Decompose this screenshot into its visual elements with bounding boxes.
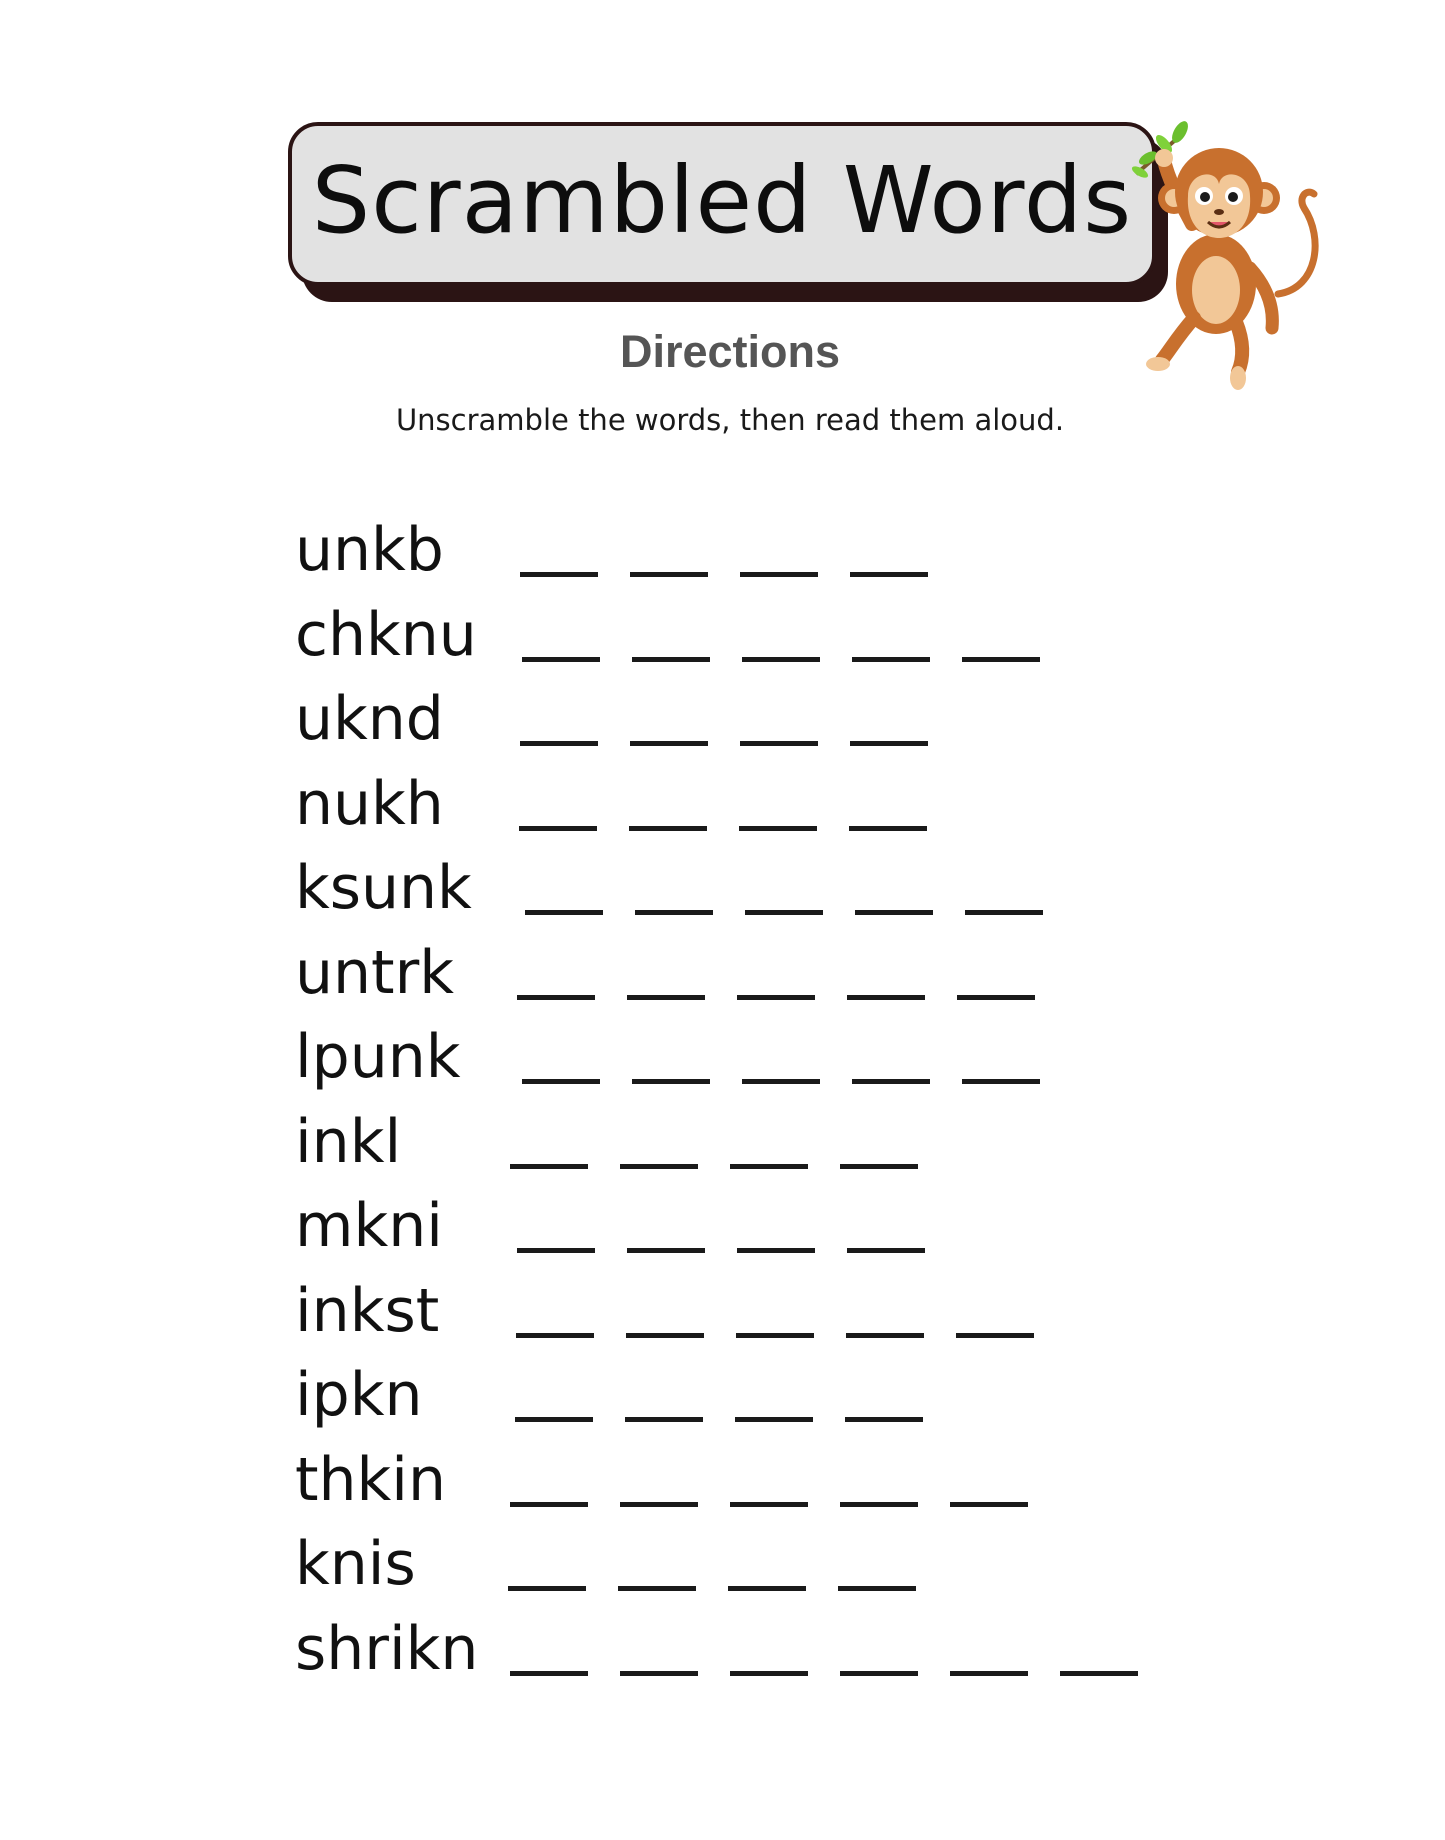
letter-blank[interactable] <box>849 826 927 831</box>
letter-blank[interactable] <box>625 1417 703 1422</box>
letter-blank[interactable] <box>632 657 710 662</box>
letter-blank[interactable] <box>632 1079 710 1084</box>
letter-blank[interactable] <box>845 1417 923 1422</box>
word-row <box>295 1273 1395 1358</box>
letter-blank[interactable] <box>1060 1671 1138 1676</box>
scrambled-word: unkb <box>295 515 444 585</box>
page-title: Scrambled Words <box>311 146 1133 254</box>
word-row <box>295 1188 1395 1273</box>
letter-blank[interactable] <box>742 1079 820 1084</box>
word-row <box>295 1442 1395 1527</box>
letter-blank[interactable] <box>737 1248 815 1253</box>
letter-blank[interactable] <box>730 1164 808 1169</box>
letter-blank[interactable] <box>620 1164 698 1169</box>
scrambled-word: lpunk <box>295 1022 461 1092</box>
letter-blank[interactable] <box>840 1502 918 1507</box>
letter-blank[interactable] <box>737 995 815 1000</box>
letter-blank[interactable] <box>520 741 598 746</box>
letter-blank[interactable] <box>510 1671 588 1676</box>
scrambled-word: nukh <box>295 768 444 839</box>
scrambled-word: ipkn <box>295 1360 423 1430</box>
letter-blank[interactable] <box>745 910 823 915</box>
scrambled-word: uknd <box>295 684 444 754</box>
letter-blank[interactable] <box>847 995 925 1000</box>
scrambled-word: untrk <box>295 937 454 1008</box>
letter-blank[interactable] <box>838 1586 916 1591</box>
word-row <box>295 1357 1395 1442</box>
letter-blank[interactable] <box>850 572 928 577</box>
letter-blank[interactable] <box>517 1248 595 1253</box>
letter-blank[interactable] <box>627 995 705 1000</box>
letter-blank[interactable] <box>740 572 818 577</box>
letter-blank[interactable] <box>618 1586 696 1591</box>
scrambled-word: shrikn <box>295 1613 479 1684</box>
letter-blank[interactable] <box>630 741 708 746</box>
word-row <box>295 766 1395 851</box>
word-list <box>295 512 1395 1695</box>
word-row <box>295 512 1395 597</box>
scrambled-word: knis <box>295 1529 416 1599</box>
letter-blank[interactable] <box>852 657 930 662</box>
letter-blank[interactable] <box>620 1671 698 1676</box>
letter-blank[interactable] <box>735 1417 813 1422</box>
letter-blank[interactable] <box>740 741 818 746</box>
letter-blank[interactable] <box>850 741 928 746</box>
scrambled-word: mkni <box>295 1191 443 1261</box>
word-row <box>295 681 1395 766</box>
title-banner <box>288 122 1156 286</box>
word-row <box>295 1526 1395 1611</box>
directions-text: Unscramble the words, then read them aloud. <box>395 403 1065 437</box>
letter-blank[interactable] <box>962 1079 1040 1084</box>
letter-blank[interactable] <box>620 1502 698 1507</box>
letter-blank[interactable] <box>626 1333 704 1338</box>
word-row <box>295 1019 1395 1104</box>
letter-blank[interactable] <box>847 1248 925 1253</box>
letter-blank[interactable] <box>852 1079 930 1084</box>
letter-blank[interactable] <box>520 572 598 577</box>
letter-blank[interactable] <box>840 1164 918 1169</box>
letter-blank[interactable] <box>517 995 595 1000</box>
directions-heading: Directions <box>619 326 841 377</box>
letter-blank[interactable] <box>510 1164 588 1169</box>
scrambled-word: inkl <box>295 1106 402 1177</box>
letter-blank[interactable] <box>962 657 1040 662</box>
letter-blank[interactable] <box>950 1671 1028 1676</box>
letter-blank[interactable] <box>627 1248 705 1253</box>
scrambled-word: ksunk <box>295 853 472 923</box>
letter-blank[interactable] <box>730 1502 808 1507</box>
letter-blank[interactable] <box>957 995 1035 1000</box>
letter-blank[interactable] <box>516 1333 594 1338</box>
word-row <box>295 935 1395 1020</box>
word-row <box>295 850 1395 935</box>
letter-blank[interactable] <box>510 1502 588 1507</box>
scrambled-word: chknu <box>295 599 477 670</box>
word-row <box>295 1104 1395 1189</box>
letter-blank[interactable] <box>629 826 707 831</box>
letter-blank[interactable] <box>742 657 820 662</box>
scrambled-word: thkin <box>295 1444 446 1515</box>
letter-blank[interactable] <box>855 910 933 915</box>
letter-blank[interactable] <box>525 910 603 915</box>
letter-blank[interactable] <box>956 1333 1034 1338</box>
letter-blank[interactable] <box>736 1333 814 1338</box>
letter-blank[interactable] <box>728 1586 806 1591</box>
letter-blank[interactable] <box>515 1417 593 1422</box>
letter-blank[interactable] <box>635 910 713 915</box>
letter-blank[interactable] <box>630 572 708 577</box>
letter-blank[interactable] <box>730 1671 808 1676</box>
letter-blank[interactable] <box>519 826 597 831</box>
letter-blank[interactable] <box>965 910 1043 915</box>
word-row <box>295 1611 1395 1696</box>
letter-blank[interactable] <box>522 657 600 662</box>
letter-blank[interactable] <box>840 1671 918 1676</box>
letter-blank[interactable] <box>846 1333 924 1338</box>
scrambled-word: inkst <box>295 1275 440 1346</box>
word-row <box>295 597 1395 682</box>
letter-blank[interactable] <box>522 1079 600 1084</box>
letter-blank[interactable] <box>739 826 817 831</box>
letter-blank[interactable] <box>508 1586 586 1591</box>
letter-blank[interactable] <box>950 1502 1028 1507</box>
